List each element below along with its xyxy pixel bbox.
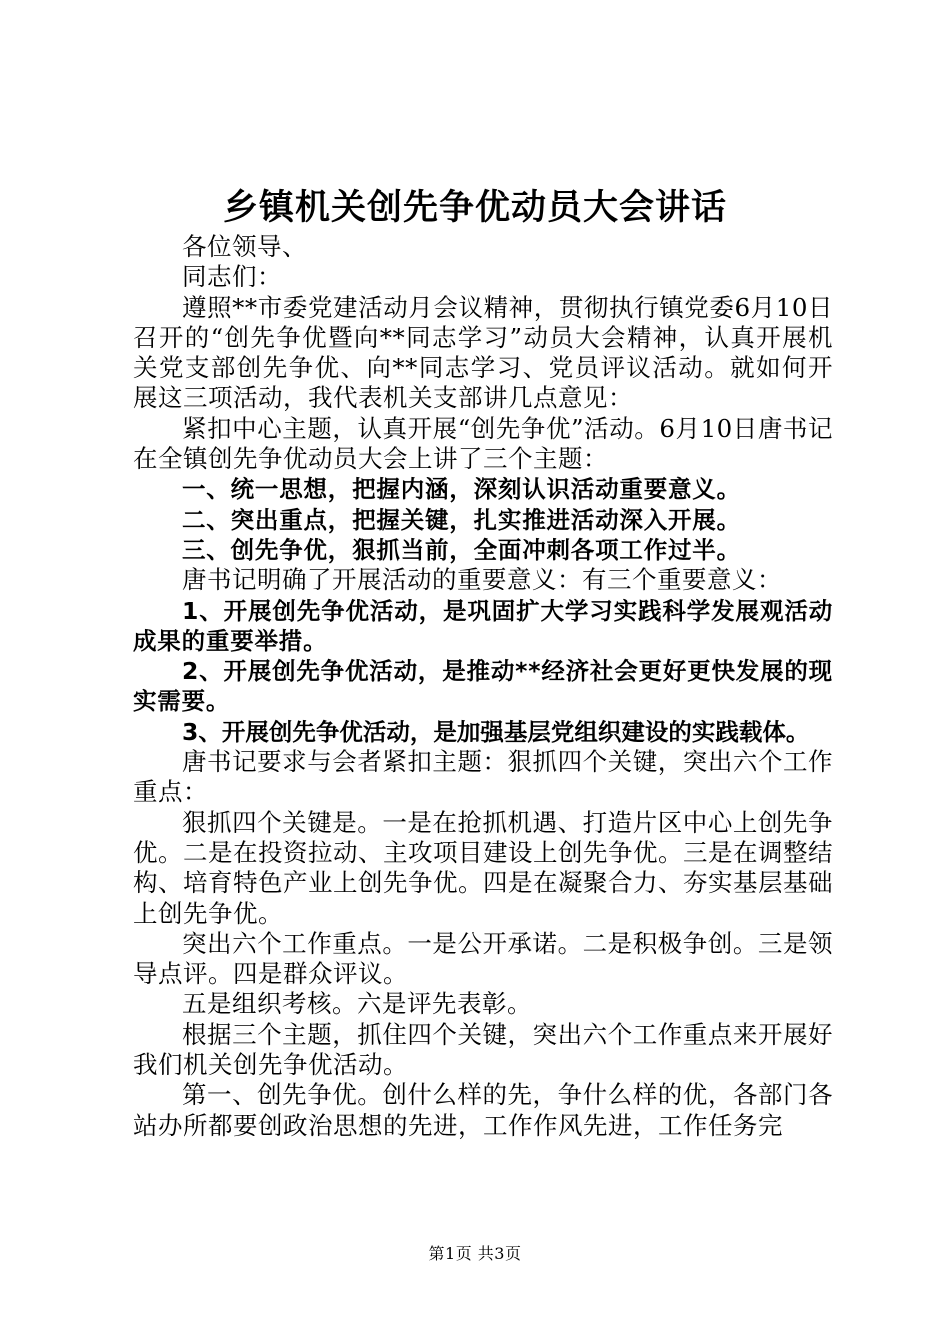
paragraph: 唐书记要求与会者紧扣主题：狠抓四个关键，突出六个工作重点： <box>133 747 833 807</box>
paragraph: 1、开展创先争优活动，是巩固扩大学习实践科学发展观活动成果的重要举措。 <box>133 596 833 655</box>
paragraph: 唐书记明确了开展活动的重要意义：有三个重要意义： <box>182 565 782 595</box>
paragraph: 第一、创先争优。创什么样的先，争什么样的优，各部门各站办所都要创政治思想的先进，工作作风先进，工作任务完 <box>133 1080 833 1140</box>
paragraph: 一、统一思想，把握内涵，深刻认识活动重要意义。 <box>182 475 741 504</box>
paragraph: 遵照**市委党建活动月会议精神，贯彻执行镇党委6月10日召开的“创先争优暨向**同志学习”动员大会精神，认真开展机关党支部创先争优、向**同志学习、党员评议活动。就如何开展这三项活动，我代表机关支部讲几点意见： <box>133 292 833 413</box>
paragraph: 2、开展创先争优活动，是推动**经济社会更好更快发展的现实需要。 <box>133 657 833 716</box>
paragraph: 各位领导、 <box>182 232 307 261</box>
paragraph: 狠抓四个关键是。一是在抢抓机遇、打造片区中心上创先争优。二是在投资拉动、主攻项目建设上创先争优。三是在调整结构、培育特色产业上创先争优。四是在凝聚合力、夯实基层基础上创先争优。 <box>133 807 833 928</box>
paragraph: 三、创先争优，狠抓当前，全面冲刺各项工作过半。 <box>182 535 741 564</box>
page-number: 第1页 共3页 <box>428 1244 522 1263</box>
document-body <box>133 232 833 1141</box>
paragraph: 3、开展创先争优活动，是加强基层党组织建设的实践载体。 <box>182 717 810 746</box>
document-title: 乡镇机关创先争优动员大会讲话 <box>222 188 727 228</box>
paragraph: 根据三个主题，抓住四个关键，突出六个工作重点来开展好我们机关创先争优活动。 <box>133 1019 833 1080</box>
paragraph: 突出六个工作重点。一是公开承诺。二是积极争创。三是领导点评。四是群众评议。 <box>133 928 833 989</box>
paragraph: 同志们： <box>182 262 282 292</box>
paragraph: 五是组织考核。六是评先表彰。 <box>182 989 532 1019</box>
paragraph: 紧扣中心主题，认真开展“创先争优”活动。6月10日唐书记在全镇创先争优动员大会上讲了三个主题： <box>133 413 833 474</box>
paragraph: 二、突出重点，把握关键，扎实推进活动深入开展。 <box>182 505 741 534</box>
